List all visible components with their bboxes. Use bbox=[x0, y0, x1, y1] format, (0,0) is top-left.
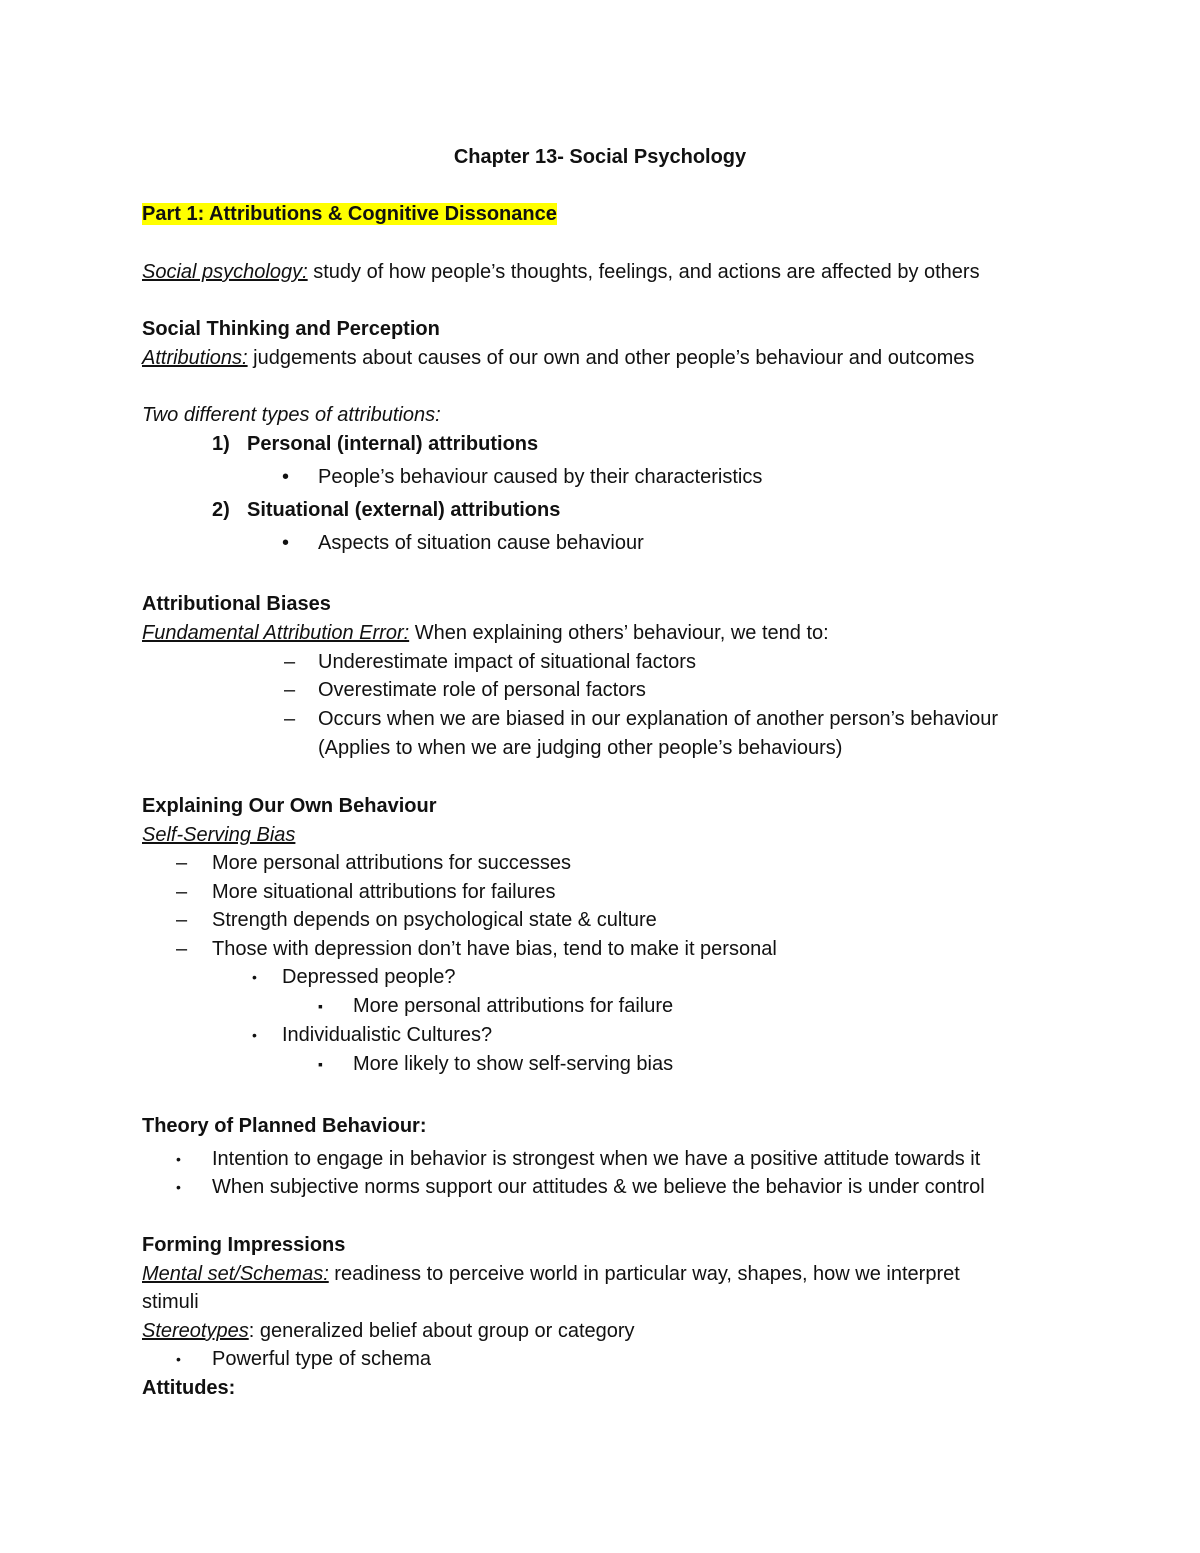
small-bullet: • bbox=[176, 1179, 181, 1195]
list-item: More personal attributions for successes bbox=[212, 852, 572, 874]
attitudes-heading: Attitudes: bbox=[142, 1377, 236, 1399]
list-item: Depressed people? bbox=[282, 966, 456, 988]
section-heading-biases: Attributional Biases bbox=[142, 593, 331, 615]
stereotypes-definition bbox=[142, 1319, 635, 1343]
list-item: Situational (external) attributions bbox=[247, 499, 561, 521]
dash-marker: – bbox=[284, 708, 296, 730]
term: Social psychology: bbox=[142, 261, 308, 283]
list-number: 1) bbox=[212, 433, 230, 455]
page-title: Chapter 13- Social Psychology bbox=[453, 146, 747, 168]
part-heading bbox=[142, 202, 557, 226]
section-heading-own-behaviour: Explaining Our Own Behaviour bbox=[142, 795, 437, 817]
list-item: More likely to show self-serving bias bbox=[353, 1053, 674, 1075]
social-psychology-definition bbox=[142, 260, 980, 284]
list-item: More personal attributions for failure bbox=[353, 995, 674, 1017]
types-intro: Two different types of attributions: bbox=[142, 404, 441, 426]
list-item: Intention to engage in behavior is strongest when we have a positive attitude towards it bbox=[212, 1148, 981, 1170]
dash-marker: – bbox=[176, 938, 188, 960]
list-item-continuation: (Applies to when we are judging other people’s behaviours) bbox=[318, 737, 843, 759]
small-bullet: • bbox=[252, 969, 257, 985]
list-item: Individualistic Cultures? bbox=[282, 1024, 493, 1046]
small-bullet: • bbox=[252, 1027, 257, 1043]
square-bullet: ▪ bbox=[318, 998, 323, 1014]
list-item: More situational attributions for failures bbox=[212, 881, 556, 903]
dash-marker: – bbox=[176, 881, 188, 903]
small-bullet: • bbox=[176, 1351, 181, 1367]
dash-marker: – bbox=[176, 909, 188, 931]
part-heading-text: Part 1: Attributions & Cognitive Dissonance bbox=[142, 203, 557, 225]
schemas-definition bbox=[142, 1262, 960, 1286]
term: Fundamental Attribution Error: bbox=[142, 622, 410, 644]
section-heading-social-thinking: Social Thinking and Perception bbox=[142, 318, 440, 340]
list-item: When subjective norms support our attitudes & we believe the behavior is under control bbox=[212, 1176, 985, 1198]
attributions-definition bbox=[142, 346, 974, 370]
list-item: Overestimate role of personal factors bbox=[318, 679, 646, 701]
square-bullet: ▪ bbox=[318, 1056, 323, 1072]
term: Mental set/Schemas: bbox=[142, 1263, 329, 1285]
fae-definition bbox=[142, 621, 829, 645]
list-item: Powerful type of schema bbox=[212, 1348, 431, 1370]
bullet-dot: • bbox=[282, 466, 290, 488]
section-heading-forming-impressions: Forming Impressions bbox=[142, 1234, 346, 1256]
dash-marker: – bbox=[284, 651, 296, 673]
bullet-dot: • bbox=[282, 532, 290, 554]
small-bullet: • bbox=[176, 1151, 181, 1167]
list-item: Underestimate impact of situational factors bbox=[318, 651, 696, 673]
term: Stereotypes bbox=[142, 1320, 249, 1342]
dash-marker: – bbox=[176, 852, 188, 874]
list-item: Personal (internal) attributions bbox=[247, 433, 539, 455]
list-item: People’s behaviour caused by their characteristics bbox=[318, 466, 763, 488]
term: Attributions: bbox=[142, 347, 248, 369]
list-item: Occurs when we are biased in our explanation of another person’s behaviour bbox=[318, 708, 999, 730]
list-item: Strength depends on psychological state & culture bbox=[212, 909, 657, 931]
list-item: Aspects of situation cause behaviour bbox=[318, 532, 644, 554]
definition: readiness to perceive world in particular way, shapes, how we interpret bbox=[328, 1263, 960, 1285]
definition: : generalized belief about group or category bbox=[248, 1320, 635, 1342]
dash-marker: – bbox=[284, 679, 296, 701]
definition: When explaining others’ behaviour, we tend to: bbox=[409, 622, 829, 644]
self-serving-bias-term: Self-Serving Bias bbox=[142, 824, 296, 846]
section-heading-planned-behaviour: Theory of Planned Behaviour: bbox=[142, 1115, 427, 1137]
list-item: Those with depression don’t have bias, tend to make it personal bbox=[212, 938, 777, 960]
list-number: 2) bbox=[212, 499, 230, 521]
definition: study of how people’s thoughts, feelings, and actions are affected by others bbox=[307, 261, 980, 283]
definition: judgements about causes of our own and other people’s behaviour and outcomes bbox=[247, 347, 975, 369]
schemas-definition-continuation: stimuli bbox=[142, 1291, 199, 1313]
